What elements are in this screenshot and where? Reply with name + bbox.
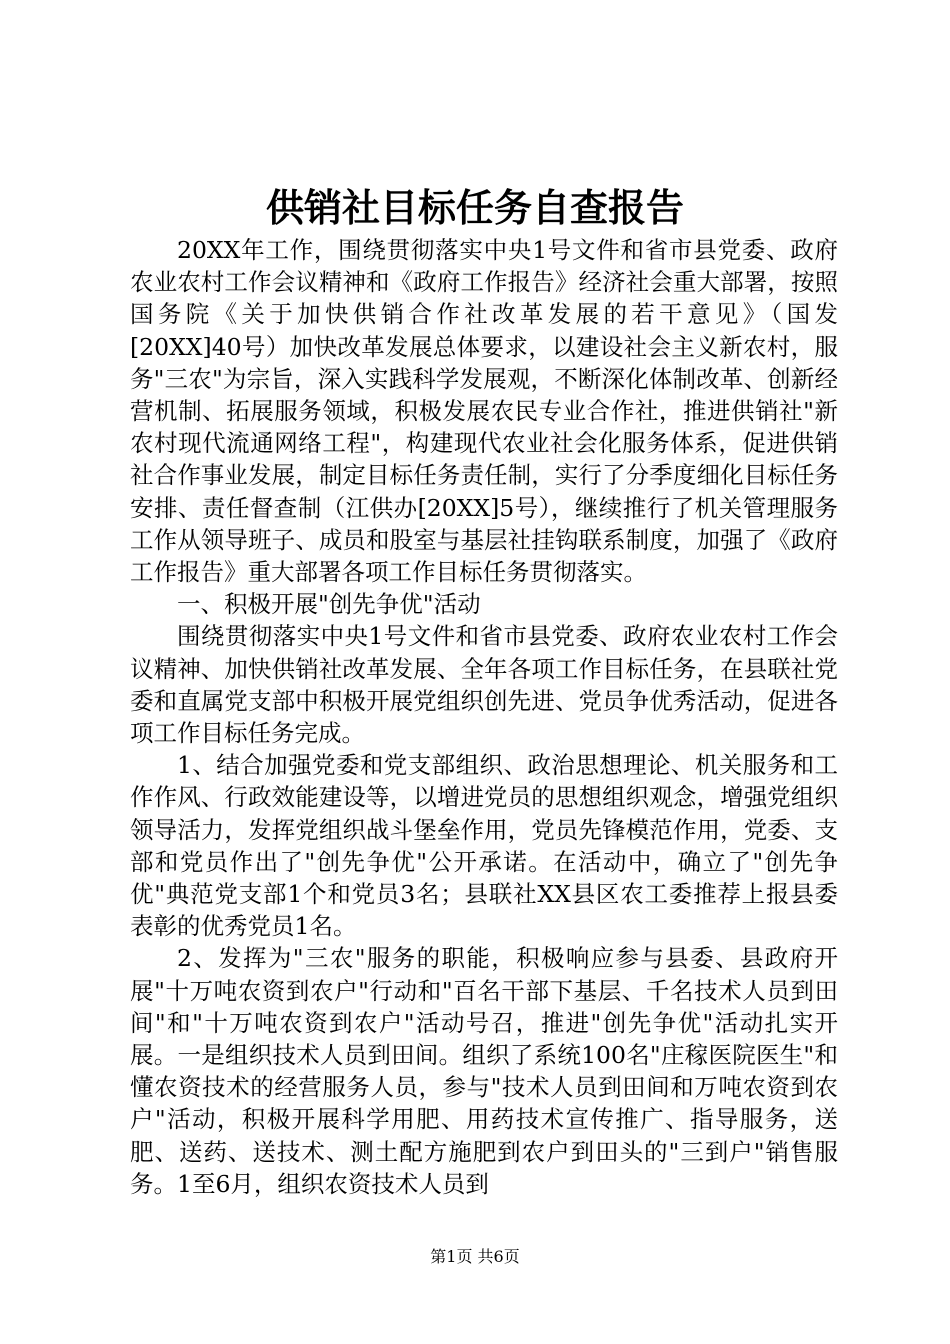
document-body (130, 234, 838, 1200)
paragraph-item-1: 1、结合加强党委和党支部组织、政治思想理论、机关服务和工作作风、行政效能建设等，以增进党员的思想组织观念，增强党组织领导活力，发挥党组织战斗堡垒作用，党员先锋模范作用，党委、支部和党员作出了"创先争优"公开承诺。在活动中，确立了"创先争优"典范党支部1个和党员3名；县联社XX县区农工委推荐上报县委表彰的优秀党员1名。 (130, 751, 838, 941)
paragraph-intro: 20XX年工作，围绕贯彻落实中央1号文件和省市县党委、政府农业农村工作会议精神和《政府工作报告》经济社会重大部署，按照国务院《关于加快供销合作社改革发展的若干意见》（国发[20XX]40号）加快改革发展总体要求，以建设社会主义新农村，服务"三农"为宗旨，深入实践科学发展观，不断深化体制改革、创新经营机制、拓展服务领域，积极发展农民专业合作社，推进供销社"新农村现代流通网络工程"，构建现代农业社会化服务体系，促进供销社合作事业发展，制定目标任务责任制，实行了分季度细化目标任务安排、责任督查制（江供办[20XX]5号），继续推行了机关管理服务工作从领导班子、成员和股室与基层社挂钩联系制度，加强了《政府工作报告》重大部署各项工作目标任务贯彻落实。 (130, 236, 838, 587)
document-title: 供销社目标任务自查报告 (265, 185, 684, 230)
page-footer: 第1页 共6页 (430, 1247, 520, 1266)
section-heading-1: 一、积极开展"创先争优"活动 (177, 590, 481, 619)
paragraph-section-1: 围绕贯彻落实中央1号文件和省市县党委、政府农业农村工作会议精神、加快供销社改革发展、全年各项工作目标任务，在县联社党委和直属党支部中积极开展党组织创先进、党员争优秀活动，促进各项工作目标任务完成。 (130, 622, 838, 748)
paragraph-item-2: 2、发挥为"三农"服务的职能，积极响应参与县委、县政府开展"十万吨农资到农户"行动和"百名干部下基层、千名技术人员到田间"和"十万吨农资到农户"活动号召，推进"创先争优"活动扎实开展。一是组织技术人员到田间。组织了系统100名"庄稼医院医生"和懂农资技术的经营服务人员，参与"技术人员到田间和万吨农资到农户"活动，积极开展科学用肥、用药技术宣传推广、指导服务，送肥、送药、送技术、测土配方施肥到农户到田头的"三到户"销售服务。1至6月，组织农资技术人员到 (130, 944, 838, 1198)
